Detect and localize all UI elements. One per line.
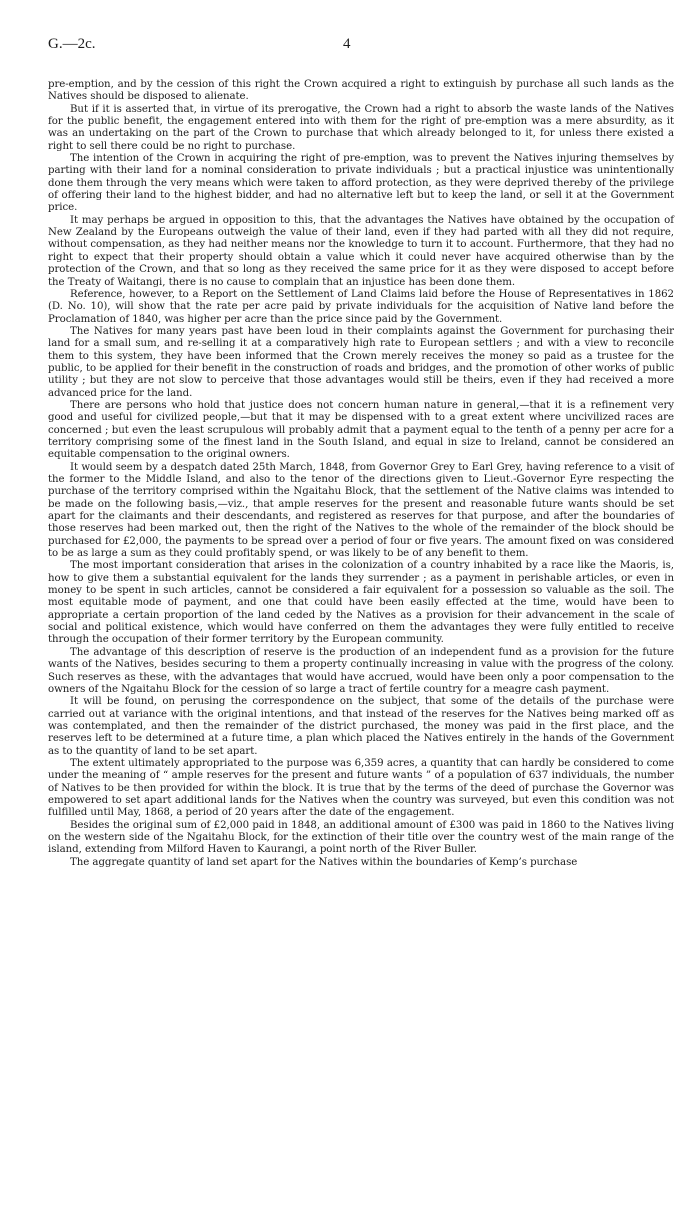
paragraph: It would seem by a despatch dated 25th March, 1848, from Governor Grey to Earl Grey, having reference to a visit of the former to the Middle Island, and also to the tenor of the directions given to Lieut.-Governor Eyre respecting the purchase of the territory comprised within the Ngaitahu Block, that the settlement of the Native claims was intended to be made on the following basis,—viz., that ample reserves for the present and reasonable future wants should be set apart for the claimants and their descendants, and registered as reserves for that purpose, and after the boundaries of those reserves had been marked out, then the right of the Natives to the whole of the remainder of the block should be purchased for £2,000, the payments to be spread over a period of four or five years. The amount fixed on was considered to be as large a sum as they could profitably spend, or was likely to be of any benefit to them.: [48, 461, 674, 560]
page-number: 4: [343, 36, 351, 52]
paragraph: The extent ultimately appropriated to the purpose was 6,359 acres, a quantity that can hardly be considered to come under the meaning of “ ample reserves for the present and future wants ” of a population of 637 individuals, the number of Natives to be then provided for within the block. It is true that by the terms of the deed of purchase the Governor was empowered to set apart additional lands for the Natives when the country was surveyed, but even this condition was not fulfilled until May, 1868, a period of 20 years after the date of the engagement.: [48, 757, 674, 819]
paragraph: The most important consideration that arises in the colonization of a country inhabited by a race like the Maoris, is, how to give them a substantial equivalent for the lands they surrender ; as a payment in perishable articles, or even in money to be spent in such articles, cannot be considered a fair equivalent for a possession so valuable as the soil. The most equitable mode of payment, and one that could have been easily effected at the time, would have been to appropriate a certain proportion of the land ceded by the Natives as a provision for their advancement in the scale of social and political existence, which would have conferred on them the advantages they were fully entitled to receive through the occupation of their former territory by the European community.: [48, 560, 674, 646]
paragraph: The Natives for many years past have been loud in their complaints against the Government for purchasing their land for a small sum, and re-selling it at a comparatively high rate to European settlers ; and with a view to reconcile them to this system, they have been informed that the Crown merely receives the money so paid as a trustee for the public, to be applied for their benefit in the construction of roads and bridges, and the promotion of other works of public utility ; but they are not slow to perceive that those advantages would still be theirs, even if they had received a more advanced price for the land.: [48, 325, 674, 399]
paragraph: There are persons who hold that justice does not concern human nature in general,—that it is a refinement very good and useful for civilized people,—but that it may be dispensed with to a great extent where uncivilized races are concerned ; but even the least scrupulous will probably admit that a payment equal to the tenth of a penny per acre for a territory comprising some of the finest land in the South Island, and equal in size to Ireland, cannot be considered an equitable compensation to the original owners.: [48, 399, 674, 461]
paragraph: But if it is asserted that, in virtue of its prerogative, the Crown had a right to absorb the waste lands of the Natives for the public benefit, the engagement entered into with them for the right of pre-emption was a mere absurdity, as it was an undertaking on the part of the Crown to purchase that which already belonged to it, for unless there existed a right to sell there could be no right to purchase.: [48, 103, 674, 152]
document-reference: G.—2c.: [48, 36, 96, 52]
paragraph: The advantage of this description of reserve is the production of an independent fund as a provision for the future wants of the Natives, besides securing to them a property continually increasing in value with the progress of the colony. Such reserves as these, with the advantages that would have accrued, would have been only a poor compensation to the owners of the Ngaitahu Block for the cession of so large a tract of fertile country for a meagre cash payment.: [48, 646, 674, 695]
document-body: [48, 79, 674, 869]
paragraph: The aggregate quantity of land set apart for the Natives within the boundaries of Kemp’s purchase: [70, 856, 578, 868]
paragraph: Reference, however, to a Report on the Settlement of Land Claims laid before the House of Representatives in 1862 (D. No. 10), will show that the rate per acre paid by private individuals for the acquisition of Native land before the Proclamation of 1840, was higher per acre than the price since paid by the Government.: [48, 288, 674, 325]
paragraph: It will be found, on perusing the correspondence on the subject, that some of the details of the purchase were carried out at variance with the original intentions, and that instead of the reserves for the Natives being marked off as was contemplated, and then the remainder of the district purchased, the money was paid in the first place, and the reserves left to be determined at a future time, a plan which placed the Natives entirely in the hands of the Government as to the quantity of land to be set apart.: [48, 696, 674, 757]
paragraph: pre-emption, and by the cession of this right the Crown acquired a right to extinguish by purchase all such lands as the Natives should be disposed to alienate.: [48, 79, 674, 103]
paragraph: It may perhaps be argued in opposition to this, that the advantages the Natives have obtained by the occupation of New Zealand by the Europeans outweigh the value of their land, even if they had parted with all they did not require, without compensation, as they had neither means nor the knowledge to turn it to account. Furthermore, that they had no right to expect that their property should obtain a value which it could never have acquired otherwise than by the protection of the Crown, and that so long as they received the same price for it as they were disposed to accept before the Treaty of Waitangi, there is no cause to complain that an injustice has been done them.: [48, 214, 674, 288]
paragraph: The intention of the Crown in acquiring the right of pre-emption, was to prevent the Natives injuring themselves by parting with their land for a nominal consideration to private individuals ; but a practical injustice was unintentionally done them through the very means which were taken to afford protection, as they were deprived thereby of the privilege of offering their land to the highest bidder, and had no alternative left but to keep the land, or sell it at the Government price.: [48, 153, 674, 214]
page-header: [48, 36, 652, 56]
paragraph: Besides the original sum of £2,000 paid in 1848, an additional amount of £300 was paid in 1860 to the Natives living on the western side of the Ngaitahu Block, for the extinction of their title over the country west of the main range of the island, extending from Milford Haven to Kaurangi, a point north of the River Buller.: [48, 819, 674, 856]
